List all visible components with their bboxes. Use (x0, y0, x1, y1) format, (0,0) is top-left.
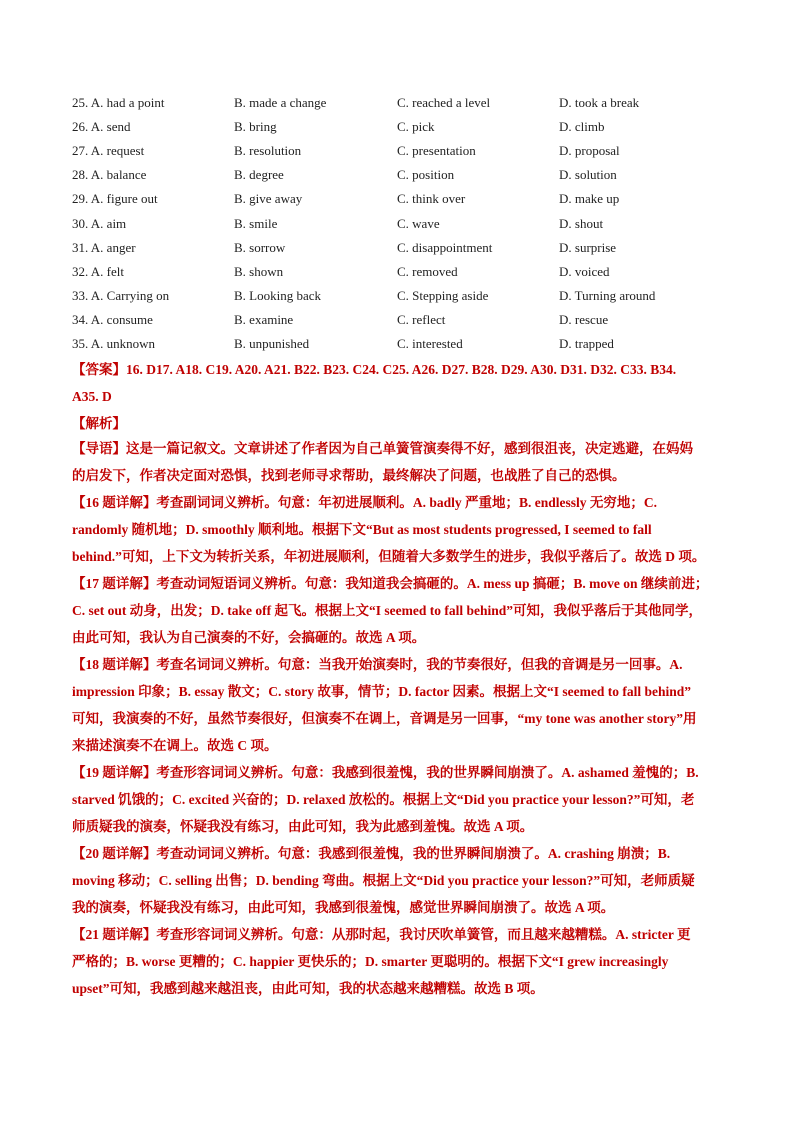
option-row (72, 284, 732, 308)
paragraph-text: 考查动词短语词义辨析。句意：我知道我会搞砸的。A. mess up 搞砸；B. move on 继续前进； (156, 576, 709, 591)
explanation-line (72, 435, 724, 462)
paragraph-label: 【20 题详解】 (72, 846, 157, 861)
analysis-label: 【解析】 (72, 416, 126, 431)
option-cell: D. took a break (559, 95, 640, 110)
option-cell: B. give away (234, 191, 303, 207)
option-cell: B. smile (234, 215, 278, 231)
paragraph-text: 考查动词词义辨析。句意：我感到很羞愧，我的世界瞬间崩溃了。A. crashing 崩溃；B. (156, 846, 671, 861)
option-row (72, 91, 732, 115)
option-cell: 28. A. balance (72, 167, 147, 183)
option-row (72, 332, 732, 356)
explanation-line (72, 705, 724, 732)
option-cell: D. proposal (559, 143, 620, 159)
explanation-paragraph (72, 435, 724, 489)
paragraph-text: behind.”可知，上下文为转折关系，年初进展顺利，但随着大多数学生的进步，我似乎落后了。故选 D 项。 (72, 549, 706, 564)
option-row (72, 187, 732, 211)
explanation-paragraph (72, 921, 724, 1002)
explanation-line (72, 543, 724, 570)
option-cell: D. shout (559, 215, 604, 231)
explanation-paragraph (72, 489, 724, 570)
option-cell: 29. A. figure out (72, 191, 158, 207)
explanation-line (72, 786, 724, 813)
option-cell: C. pick (397, 119, 435, 135)
option-row (72, 115, 732, 139)
paragraph-text: impression 印象；B. essay 散文；C. story 故事，情节；D. factor 因素。根据上文“I seemed to fall behind” (72, 684, 691, 699)
option-cell: D. climb (559, 119, 605, 135)
explanation-line (72, 678, 724, 705)
paragraph-label: 【21 题详解】 (72, 927, 157, 942)
explanation-paragraph (72, 570, 724, 651)
option-row (72, 260, 732, 284)
option-cell: B. shown (234, 263, 284, 279)
explanation-line (72, 948, 724, 975)
answer-line-2: A35. D (72, 389, 112, 404)
paragraph-label: 【17 题详解】 (72, 576, 157, 591)
paragraph-text: 的启发下，作者决定面对恐惧，找到老师寻求帮助，最终解决了问题，也战胜了自己的恐惧。 (72, 468, 626, 483)
explanation-line (72, 840, 724, 867)
option-row (72, 139, 732, 163)
option-cell: B. examine (234, 311, 294, 327)
option-cell: C. position (397, 167, 455, 183)
paragraph-text: 来描述演奏不在调上。故选 C 项。 (72, 738, 278, 753)
paragraph-text: 考查名词词义辨析。句意：当我开始演奏时，我的节奏很好，但我的音调是另一回事。A. (156, 657, 683, 672)
explanation-line (72, 489, 724, 516)
paragraph-text: 这是一篇记叙文。文章讲述了作者因为自己单簧管演奏得不好，感到很沮丧，决定逃避，在妈妈 (126, 441, 693, 456)
option-cell: C. removed (397, 263, 458, 279)
answer-block (72, 356, 724, 410)
paragraph-text: C. set out 动身，出发；D. take off 起飞。根据上文“I seemed to fall behind”可知，我似乎落后于其他同学， (72, 603, 702, 618)
paragraph-text: 严格的；B. worse 更糟的；C. happier 更快乐的；D. smarter 更聪明的。根据下文“I grew increasingly (72, 954, 669, 969)
paragraph-text: randomly 随机地；D. smoothly 顺利地。根据下文“But as most students progressed, I seemed to fall (72, 522, 652, 537)
option-cell: D. rescue (559, 311, 609, 327)
explanation-line (72, 624, 724, 651)
option-cell: B. sorrow (234, 239, 286, 255)
option-cell: C. wave (397, 215, 440, 231)
option-cell: 34. A. consume (72, 311, 153, 327)
option-cell: 30. A. aim (72, 215, 127, 231)
option-cell: B. degree (234, 167, 284, 183)
explanation-line (72, 516, 724, 543)
paragraph-text: 考查形容词词义辨析。句意：从那时起，我讨厌吹单簧管，而且越来越糟糕。A. stricter 更 (156, 927, 691, 942)
option-row (72, 308, 732, 332)
paragraph-text: 可知，我演奏的不好，虽然节奏很好，但演奏不在调上，音调是另一回事，“my tone was another story”用 (72, 711, 697, 726)
option-cell: B. made a change (234, 95, 327, 110)
paragraph-text: 由此可知，我认为自己演奏的不好，会搞砸的。故选 A 项。 (72, 630, 426, 645)
paragraph-label: 【18 题详解】 (72, 657, 157, 672)
paragraph-label: 【19 题详解】 (72, 765, 157, 780)
option-cell: D. surprise (559, 239, 617, 255)
paragraph-text: 考查副词词义辨析。句意：年初进展顺利。A. badly 严重地；B. endlessly 无穷地；C. (156, 495, 658, 510)
option-cell: D. voiced (559, 263, 610, 279)
explanation-line (72, 597, 724, 624)
option-cell: C. reached a level (397, 95, 491, 110)
option-cell: 26. A. send (72, 119, 131, 135)
paragraph-text: 我的演奏，怀疑我没有练习，由此可知，我感到很羞愧，感觉世界瞬间崩溃了。故选 A 项。 (72, 900, 615, 915)
option-cell: 27. A. request (72, 143, 145, 159)
option-cell: B. resolution (234, 143, 302, 159)
explanation-line (72, 759, 724, 786)
explanation-line (72, 813, 724, 840)
explanation-line (72, 732, 724, 759)
option-cell: C. interested (397, 336, 463, 351)
option-cell: B. unpunished (234, 336, 310, 351)
option-row (72, 212, 732, 236)
option-cell: 25. A. had a point (72, 95, 165, 110)
explanation-paragraph (72, 840, 724, 921)
paragraph-text: 考查形容词词义辨析。句意：我感到很羞愧，我的世界瞬间崩溃了。A. ashamed 羞愧的；B. (156, 765, 699, 780)
option-row (72, 163, 732, 187)
explanation-line (72, 921, 724, 948)
option-cell: D. trapped (559, 336, 614, 351)
paragraph-text: upset”可知，我感到越来越沮丧，由此可知，我的状态越来越糟糕。故选 B 项。 (72, 981, 544, 996)
option-cell: C. presentation (397, 143, 476, 159)
paragraph-text: starved 饥饿的；C. excited 兴奋的；D. relaxed 放松的。根据上文“Did you practice your lesson?”可知，老 (72, 792, 695, 807)
explanation-paragraph (72, 759, 724, 840)
paragraph-label: 【16 题详解】 (72, 495, 157, 510)
paragraph-text: 师质疑我的演奏，怀疑我没有练习，由此可知，我为此感到羞愧。故选 A 项。 (72, 819, 534, 834)
option-cell: 33. A. Carrying on (72, 287, 170, 303)
option-cell: D. make up (559, 191, 620, 207)
explanation-line (72, 570, 724, 597)
option-cell: D. solution (559, 167, 617, 183)
explanation-line (72, 651, 724, 678)
option-cell: B. bring (234, 119, 277, 135)
option-cell: C. Stepping aside (397, 287, 489, 303)
option-cell: 31. A. anger (72, 239, 136, 255)
paragraph-label: 【导语】 (72, 441, 126, 456)
explanation-line (72, 894, 724, 921)
option-row (72, 236, 732, 260)
option-cell: D. Turning around (559, 287, 656, 303)
paragraph-text: moving 移动；C. selling 出售；D. bending 弯曲。根据上文“Did you practice your lesson?”可知，老师质疑 (72, 873, 695, 888)
option-cell: C. reflect (397, 311, 446, 327)
explanation-line (72, 975, 724, 1002)
option-cell: C. think over (397, 191, 466, 207)
explanation-line (72, 462, 724, 489)
explanation-paragraph (72, 651, 724, 759)
answer-line-1: 16. D17. A18. C19. A20. A21. B22. B23. C24. C25. A26. D27. B28. D29. A30. D31. D32. C33. B34. (126, 362, 677, 377)
option-cell: C. disappointment (397, 239, 493, 255)
option-cell: 35. A. unknown (72, 336, 156, 351)
option-cell: B. Looking back (234, 287, 322, 303)
answer-label: 【答案】 (72, 362, 126, 377)
explanation-line (72, 867, 724, 894)
option-cell: 32. A. felt (72, 263, 124, 279)
